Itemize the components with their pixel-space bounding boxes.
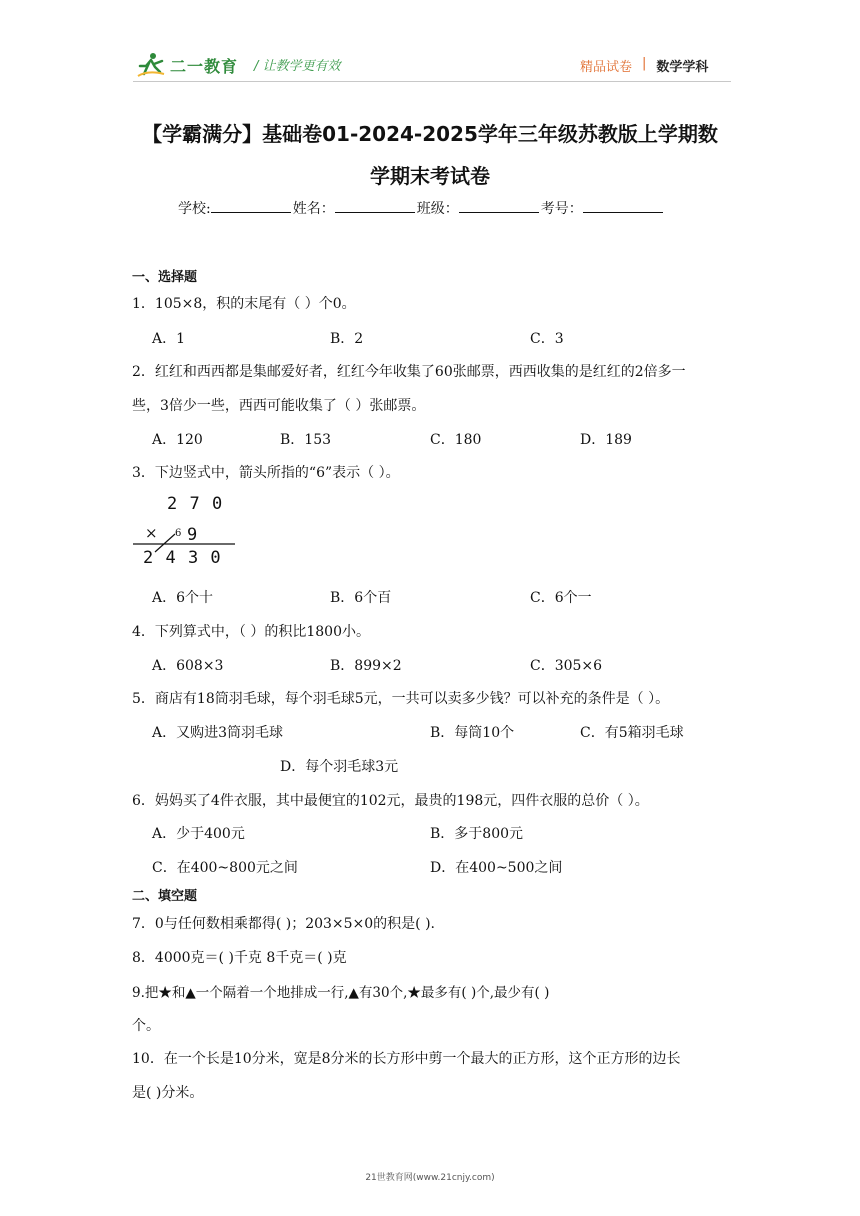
class-label: 班级： <box>416 201 459 217</box>
name-blank[interactable] <box>335 200 415 213</box>
calc-times-sign: × <box>145 524 158 542</box>
q3-option-b[interactable]: B．6个百 <box>330 590 392 606</box>
q9-line-2: 个。 <box>132 1018 160 1034</box>
q4-option-b[interactable]: B．899×2 <box>330 658 402 674</box>
q4-option-a[interactable]: A．608×3 <box>152 658 224 674</box>
q5-text: 5．商店有18筒羽毛球，每个羽毛球5元，一共可以卖多少钱？可以补充的条件是（ ）。 <box>132 691 670 707</box>
section-choice: 一、选择题 <box>132 270 198 285</box>
q4-option-c[interactable]: C．305×6 <box>530 658 603 674</box>
logo <box>136 52 238 78</box>
badge-separator: | <box>642 56 647 71</box>
q1-option-b[interactable]: B．2 <box>330 331 364 347</box>
number-label: 考号： <box>540 201 583 217</box>
title-line-1: 【学霸满分】基础卷01-2024-2025学年三年级苏教版上学期数 <box>142 122 718 146</box>
header-divider <box>133 81 731 82</box>
q5-option-b[interactable]: B．每筒10个 <box>430 725 515 741</box>
q2-option-d[interactable]: D．189 <box>580 432 632 448</box>
q2-line-2: 些，3倍少一些，西西可能收集了（ ）张邮票。 <box>132 398 426 414</box>
q2-option-c[interactable]: C．180 <box>430 432 482 448</box>
student-info <box>178 198 665 218</box>
footer-source: 21世教育网(www.21cnjy.com) <box>365 1173 495 1183</box>
runner-icon <box>136 52 166 78</box>
q9-line-1: 9.把★和▲一个隔着一个地排成一行,▲有30个,★最多有( )个,最少有( ) <box>132 985 550 1001</box>
q7-text: 7．0与任何数相乘都得( )；203×5×0的积是( ). <box>132 916 436 932</box>
school-blank[interactable] <box>211 200 291 213</box>
number-blank[interactable] <box>583 200 663 213</box>
q5-option-c[interactable]: C．有5箱羽毛球 <box>580 725 684 741</box>
q8-text: 8．4000克＝( )千克 8千克＝( )克 <box>132 950 347 966</box>
q10-line-1: 10．在一个长是10分米，宽是8分米的长方形中剪一个最大的正方形，这个正方形的边长 <box>132 1051 681 1067</box>
calc-multiplier: 9 <box>187 525 198 545</box>
q1-text: 1．105×8，积的末尾有（ ）个0。 <box>132 296 356 312</box>
q4-text: 4．下列算式中，（ ）的积比1800小。 <box>132 624 370 640</box>
q1-option-a[interactable]: A．1 <box>152 331 186 347</box>
logo-text: 二一教育 <box>170 56 239 76</box>
vertical-calculation <box>133 494 243 570</box>
q6-text: 6．妈妈买了4件衣服，其中最便宜的102元，最贵的198元，四件衣服的总价（ ）。 <box>132 793 649 809</box>
q6-option-d[interactable]: D．在400~500之间 <box>430 860 563 876</box>
q10-line-2: 是( )分米。 <box>132 1085 204 1101</box>
q2-line-1: 2．红红和西西都是集邮爱好者，红红今年收集了60张邮票，西西收集的是红红的2倍多一 <box>132 364 686 380</box>
q2-option-a[interactable]: A．120 <box>152 432 203 448</box>
q5-option-a[interactable]: A．又购进3筒羽毛球 <box>152 725 284 741</box>
q6-option-b[interactable]: B．多于800元 <box>430 826 524 842</box>
q5-option-d[interactable]: D．每个羽毛球3元 <box>280 759 399 775</box>
badge-quality: 精品试卷 <box>580 60 633 75</box>
q6-option-c[interactable]: C．在400~800元之间 <box>152 860 298 876</box>
q3-option-a[interactable]: A．6个十 <box>152 590 214 606</box>
calc-small-digit: 6 <box>175 528 182 539</box>
q3-text: 3．下边竖式中，箭头所指的“6”表示（ ）。 <box>132 465 400 481</box>
q3-option-c[interactable]: C．6个一 <box>530 590 592 606</box>
q2-option-b[interactable]: B．153 <box>280 432 332 448</box>
q6-option-a[interactable]: A．少于400元 <box>152 826 245 842</box>
calc-row-multiplicand: 2 7 0 <box>167 494 224 514</box>
title-line-2: 学期末考试卷 <box>370 164 490 188</box>
header-badge <box>580 56 708 75</box>
calc-result: 2 4 3 0 <box>143 548 222 568</box>
class-blank[interactable] <box>459 200 539 213</box>
school-label: 学校: <box>178 201 211 217</box>
section-fill-blank: 二、填空题 <box>132 889 198 904</box>
badge-subject: 数学学科 <box>656 60 709 75</box>
q1-option-c[interactable]: C．3 <box>530 331 564 347</box>
name-label: 姓名： <box>292 201 335 217</box>
slogan: / 让教学更有效 <box>254 59 341 74</box>
